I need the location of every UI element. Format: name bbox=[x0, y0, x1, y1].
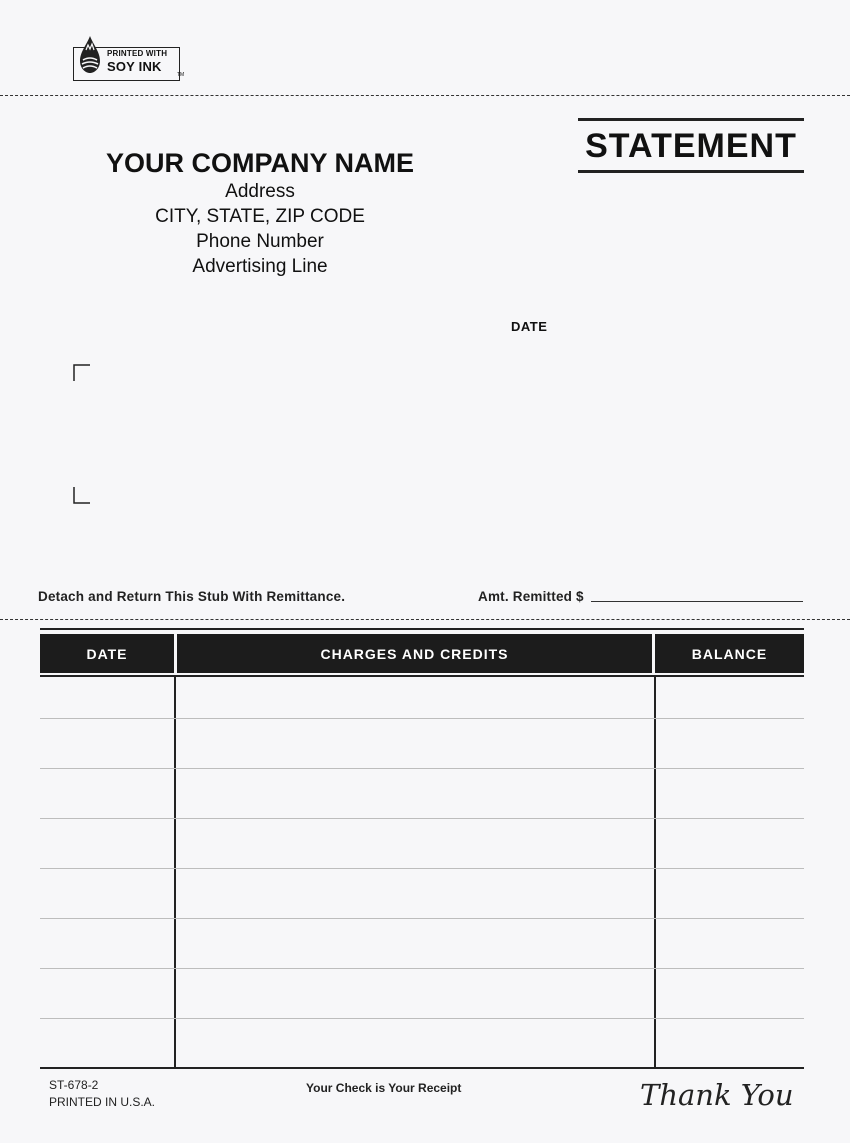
table-row bbox=[40, 768, 804, 769]
company-phone: Phone Number bbox=[196, 231, 324, 252]
amt-remitted-label: Amt. Remitted $ bbox=[478, 589, 584, 604]
perforation-top bbox=[0, 95, 850, 96]
address-corner-top-icon bbox=[73, 364, 90, 381]
table-top-rule bbox=[40, 628, 804, 630]
receipt-note: Your Check is Your Receipt bbox=[306, 1081, 462, 1095]
table-row bbox=[40, 868, 804, 869]
soy-drop-icon bbox=[77, 34, 103, 76]
table-row bbox=[40, 1018, 804, 1019]
company-name: YOUR COMPANY NAME bbox=[105, 148, 415, 178]
column-divider bbox=[654, 677, 656, 1068]
table-bottom-rule bbox=[40, 1067, 804, 1069]
soy-ink-logo bbox=[73, 40, 183, 80]
title-rule-bottom bbox=[578, 170, 804, 173]
soy-ink-line1: PRINTED WITH bbox=[107, 49, 168, 58]
company-advertising: Advertising Line bbox=[192, 256, 328, 277]
column-divider bbox=[174, 677, 176, 1068]
company-address: Address bbox=[225, 181, 295, 202]
title-rule-top bbox=[578, 118, 804, 121]
detach-instruction: Detach and Return This Stub With Remittance. bbox=[38, 589, 346, 604]
table-row bbox=[40, 718, 804, 719]
date-label: DATE bbox=[511, 319, 548, 334]
column-header-balance: BALANCE bbox=[655, 634, 804, 673]
header-bottom-rule bbox=[40, 675, 804, 677]
perforation-middle bbox=[0, 619, 850, 620]
amt-remitted-field[interactable] bbox=[591, 601, 803, 602]
column-header-date: DATE bbox=[40, 634, 174, 673]
address-corner-bottom-icon bbox=[73, 487, 90, 504]
soy-ink-line2: SOY INK bbox=[107, 59, 162, 74]
table-row bbox=[40, 818, 804, 819]
printed-in: PRINTED IN U.S.A. bbox=[49, 1095, 156, 1109]
form-number: ST-678-2 bbox=[49, 1078, 99, 1092]
form-title: STATEMENT bbox=[585, 127, 797, 165]
company-city: CITY, STATE, ZIP CODE bbox=[155, 206, 365, 227]
column-header-charges: CHARGES AND CREDITS bbox=[177, 634, 652, 673]
thank-you: Thank You bbox=[640, 1078, 794, 1112]
soy-ink-tm: TM bbox=[177, 72, 185, 78]
table-row bbox=[40, 968, 804, 969]
table-row bbox=[40, 918, 804, 919]
